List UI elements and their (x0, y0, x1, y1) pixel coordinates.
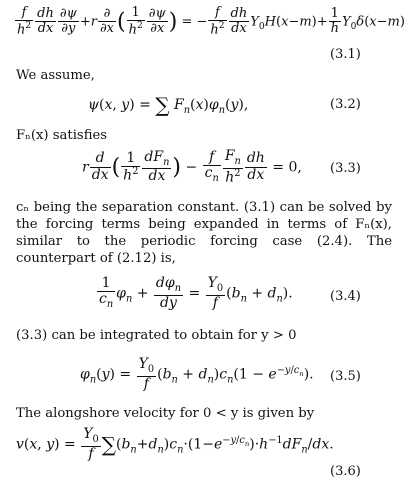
equation-3-1: $\frac{f}{h^2}$ $\frac{dh}{dx}$ $\frac{\partial\psi}{\partial y}$ +r $\frac{\partial}{\partial x}$ ( $\frac{1}{h^2}$ $\frac{\partial\psi}{\partial x}$ ) = − $\frac{f}{h^2}$ $\frac{dh}{dx}$ $Y_0H(x-m)+$ $\frac{1}{h}$ $Y_0\delta(x-m)$ (17, 5, 405, 38)
equation-3-2: ψ(x, y) = ∑ $F_n(x)\varphi_n(y)$, (88, 93, 249, 117)
text-fn-satisfies: Fₙ(x) satisfies (16, 128, 108, 143)
paragraph-alongshore: The alongshore velocity for 0 < y is given by (16, 406, 315, 421)
equation-3-5: $\varphi_n(y)$ = $\frac{Y_0}{f}$ $(b_n + d_n)c_n(1 - e^{-y/c_n})$. (80, 356, 314, 392)
equation-number-3-5: (3.5) (330, 369, 361, 384)
equation-number-3-3: (3.3) (330, 161, 361, 176)
equation-number-3-1: (3.1) (330, 47, 361, 62)
equation-3-6: v(x, y) = $\frac{Y_0}{f}$ $\sum(b_n+d_n)c_n\cdot(1-e^{-y/c_n})\cdot h^{-1}dF_n/dx$. (16, 426, 334, 462)
equation-number-3-6: (3.6) (330, 464, 361, 479)
paragraph-separation-constant: cₙ being the separation constant. (3.1) can be solved by the forcing terms being expanded in terms of Fₙ(x), similar to the periodic forcing case (2.4). The counterpart of (2.12) is, (16, 200, 392, 266)
text-we-assume: We assume, (16, 68, 95, 83)
equation-number-3-2: (3.2) (330, 97, 361, 112)
equation-number-3-4: (3.4) (330, 289, 361, 304)
equation-3-3: r $\frac{d}{dx}$ ( $\frac{1}{h^2}$ $\frac{dF_n}{dx}$ ) − $\frac{f}{c_n}$ $\frac{F_n}{h^2}$ $\frac{dh}{dx}$ = 0, (82, 148, 302, 186)
paragraph-integrate: (3.3) can be integrated to obtain for y > 0 (16, 328, 297, 343)
equation-3-4: $\frac{1}{c_n}$ $\varphi_n$ + $\frac{d\varphi_n}{dy}$ = $\frac{Y_0}{f}$ $(b_n + d_n)$. (99, 275, 293, 311)
